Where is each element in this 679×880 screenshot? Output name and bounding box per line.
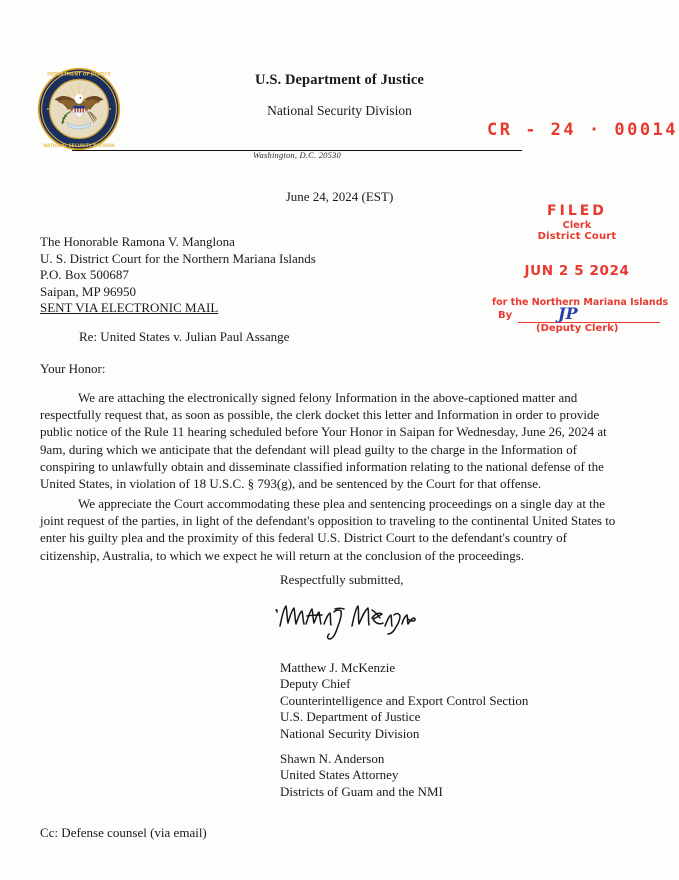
addressee-line-3: P.O. Box 500687 (40, 267, 129, 283)
closing: Respectfully submitted, (280, 572, 404, 587)
addressee-line-2: U. S. District Court for the Northern Mariana Islands (40, 250, 316, 266)
salutation: Your Honor: (40, 361, 106, 376)
signer-section: Counterintelligence and Export Control Section (280, 692, 529, 708)
letterhead-subtitle: National Security Division (267, 103, 412, 118)
svg-text:DEPARTMENT OF JUSTICE: DEPARTMENT OF JUSTICE (47, 72, 111, 78)
letterhead-title: U.S. Department of Justice (255, 72, 424, 88)
filed-stamp-clerk: Clerk (562, 220, 592, 231)
filed-stamp-deputy-clerk-label: (Deputy Clerk) (536, 323, 619, 334)
deputy-clerk-initials: JP (558, 304, 578, 323)
cosigner-title: United States Attorney (280, 767, 399, 783)
signer-agency: U.S. Department of Justice (280, 709, 421, 725)
body-paragraph-2: We appreciate the Court accommodating these plea and sentencing proceedings on a single day at the joint request of the parties, in light of the defendant's opposition to traveling to the continental United States to enter his guilty plea and the proximity of this federal U.S. District Court to the defendant's country of citizenship, Australia, to which we expect he will return at the conclusion of the proceedings. (40, 496, 616, 563)
letter-date: June 24, 2024 (EST) (285, 189, 394, 204)
re-line: Re: United States v. Julian Paul Assange (79, 329, 290, 344)
signature-block-secondary (280, 751, 443, 800)
cosigner-districts: Districts of Guam and the NMI (280, 783, 443, 799)
filed-stamp-signature-row (492, 304, 662, 334)
signature-block-primary (280, 660, 528, 742)
svg-text:NATIONAL SECURITY DIVISION: NATIONAL SECURITY DIVISION (43, 142, 115, 148)
signer-division: National Security Division (280, 725, 420, 741)
case-number-stamp: CR - 24 · 00014 (487, 120, 679, 140)
handwritten-signature-icon (272, 596, 422, 644)
addressee-line-4: Saipan, MP 96950 (40, 283, 136, 299)
addressee-block (40, 234, 316, 317)
filed-stamp-date: JUN 2 5 2024 (524, 263, 630, 279)
delivery-method: SENT VIA ELECTRONIC MAIL (40, 300, 219, 316)
cc-line: Cc: Defense counsel (via email) (40, 825, 207, 840)
filed-stamp (492, 203, 669, 334)
filed-stamp-word: FILED (547, 203, 607, 219)
filed-stamp-jurisdiction: for the Northern Mariana Islands (492, 297, 669, 308)
letterhead-address: Washington, D.C. 20530 (253, 150, 341, 160)
filed-stamp-by-label: By (498, 310, 513, 321)
body-paragraph-1: We are attaching the electronically signed felony Information in the above-captioned matter and respectfully request that, as soon as possible, the clerk docket this letter and Information in order to provide public notice of the Rule 11 hearing scheduled before Your Honor in Saipan for Wednesday, June 26, 2024 at 9am, during which we anticipate that the defendant will plead guilty to the charge in the Information of conspiring to unlawfully obtain and disseminate classified information relating to the national defense of the United States, in violation of 18 U.S.C. § 793(g), and be sentenced by the Court for that offense. (40, 390, 607, 492)
signer-name: Matthew J. McKenzie (280, 660, 396, 675)
cosigner-name: Shawn N. Anderson (280, 751, 385, 766)
filed-stamp-court: District Court (537, 231, 617, 242)
signer-title: Deputy Chief (280, 676, 351, 692)
addressee-line-1: The Honorable Ramona V. Manglona (40, 234, 235, 249)
